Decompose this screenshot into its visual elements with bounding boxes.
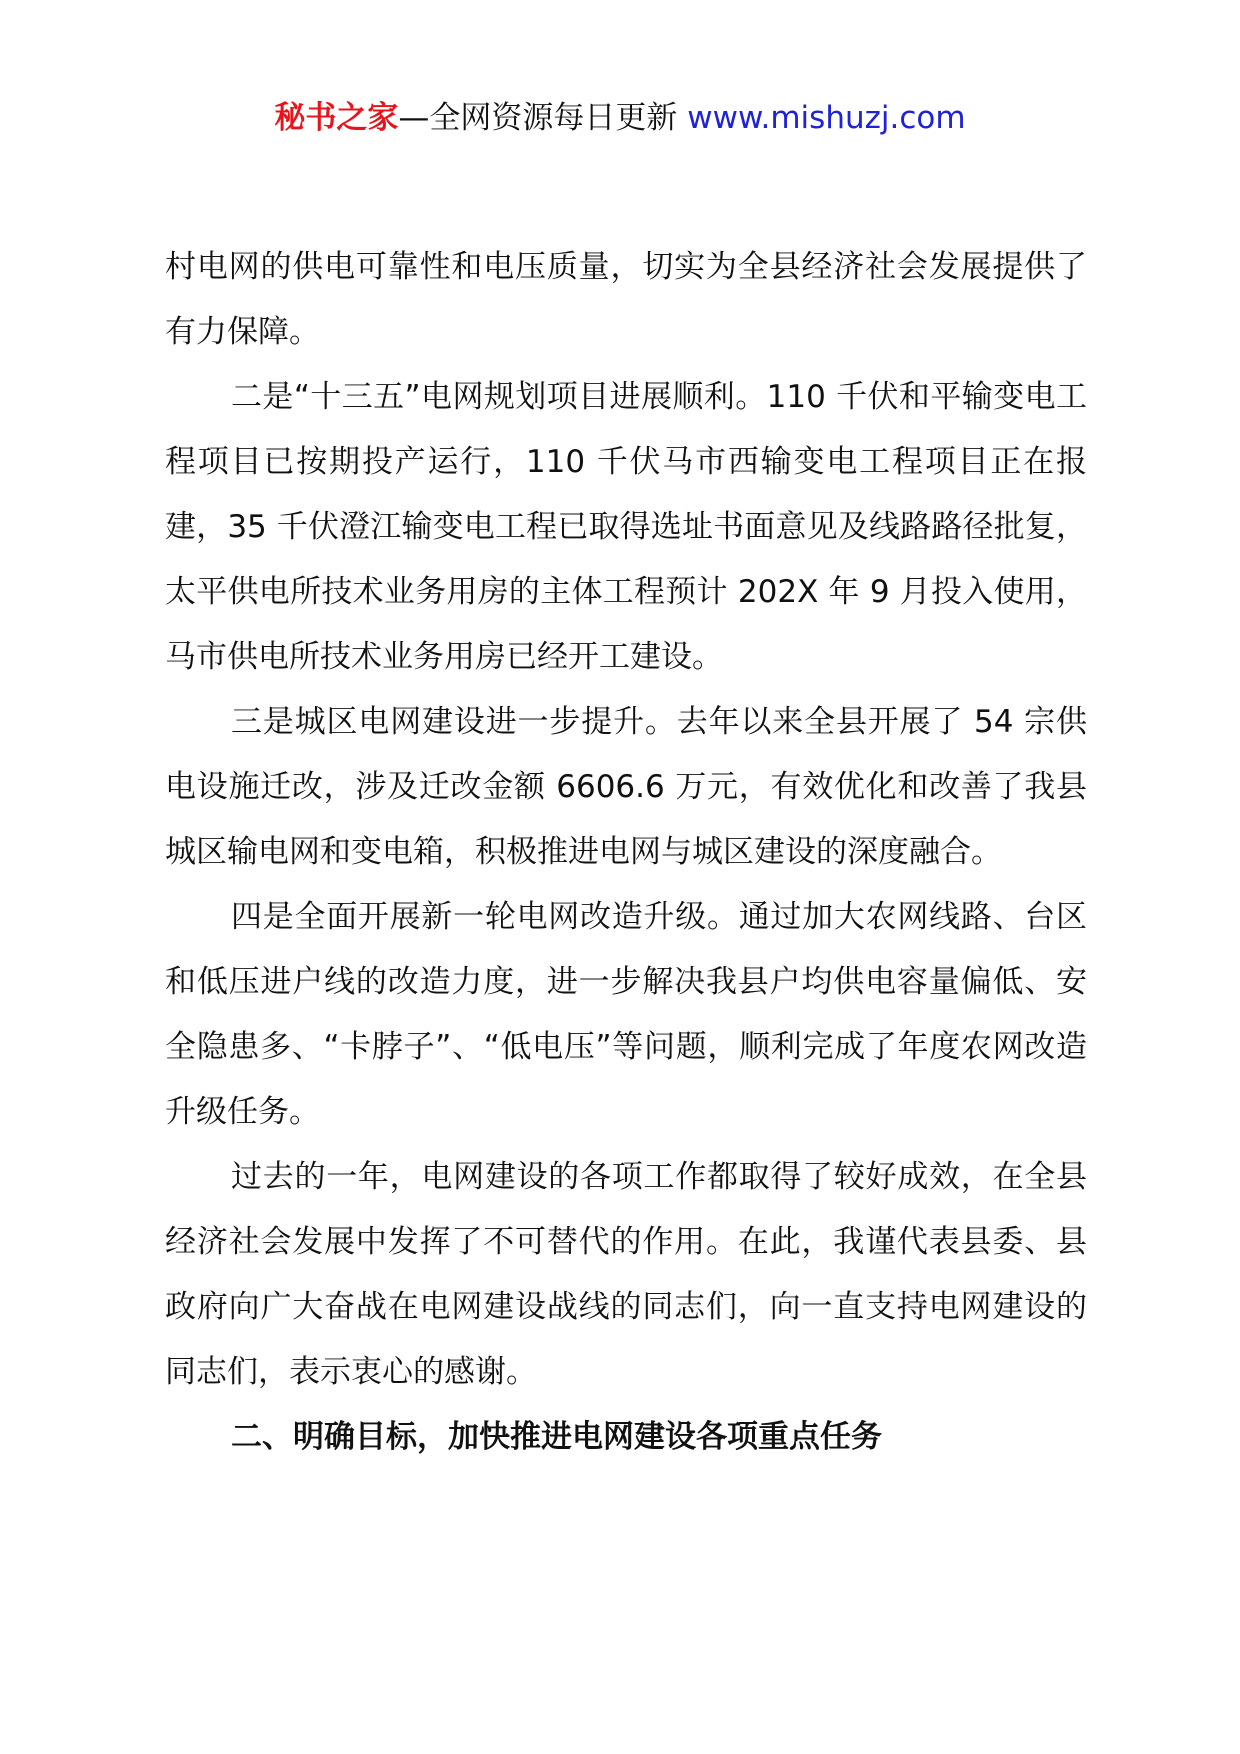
site-header [0, 98, 1240, 138]
paragraph-urban-grid: 三是城区电网建设进一步提升。去年以来全县开展了 54 宗供电设施迁改，涉及迁改金额 6606.6 万元，有效优化和改善了我县城区输电网和变电箱，积极推进电网与城区建设的深度融合。 [165, 704, 1087, 870]
paragraph-grid-upgrade: 四是全面开展新一轮电网改造升级。通过加大农网线路、台区和低压进户线的改造力度，进一步解决我县户均供电容量偏低、安全隐患多、“卡脖子”、“低电压”等问题，顺利完成了年度农网改造升级任务。 [165, 899, 1087, 1130]
site-tagline: —全网资源每日更新 [398, 100, 688, 136]
paragraph-grid-projects: 二是“十三五”电网规划项目进展顺利。110 千伏和平输变电工程项目已按期投产运行，110 千伏马市西输变电工程项目正在报建，35 千伏澄江输变电工程已取得选址书面意见及线路路径批复，太平供电所技术业务用房的主体工程预计 202X 年 9 月投入使用，马市供电所技术业务用房已经开工建设。 [165, 379, 1087, 675]
paragraph-continuation: 村电网的供电可靠性和电压质量，切实为全县经济社会发展提供了有力保障。 [165, 249, 1087, 350]
site-url-link[interactable]: www.mishuzj.com [687, 100, 966, 136]
section-heading: 二、明确目标，加快推进电网建设各项重点任务 [231, 1419, 882, 1455]
paragraph-thanks: 过去的一年，电网建设的各项工作都取得了较好成效，在全县经济社会发展中发挥了不可替代的作用。在此，我谨代表县委、县政府向广大奋战在电网建设战线的同志们，向一直支持电网建设的同志们，表示衷心的感谢。 [165, 1159, 1087, 1390]
document-body [165, 235, 1087, 1470]
site-brand: 秘书之家 [274, 100, 399, 136]
